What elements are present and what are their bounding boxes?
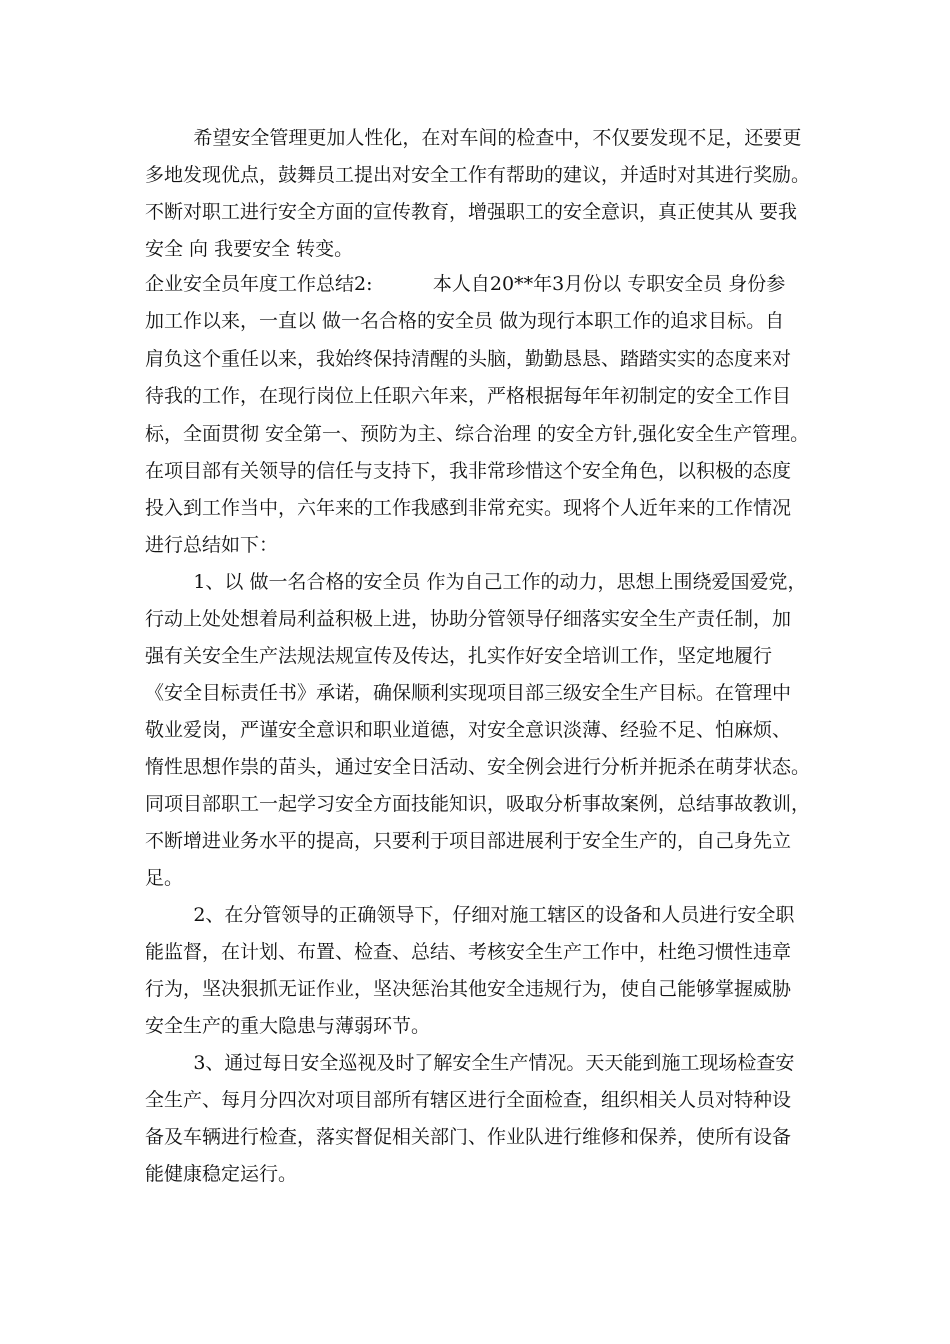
text-line: 备及车辆进行检查，落实督促相关部门、作业队进行维修和保养，使所有设备 bbox=[145, 1126, 792, 1148]
text-line: 能监督，在计划、布置、检查、总结、考核安全生产工作中，杜绝习惯性违章 bbox=[145, 941, 792, 963]
section-heading-line: 企业安全员年度工作总结2: 本人自20**年3月份以 专职安全员 身份参 bbox=[145, 273, 786, 295]
text-line: 进行总结如下： bbox=[145, 534, 279, 556]
text-line: 在项目部有关领导的信任与支持下，我非常珍惜这个安全角色，以积极的态度 bbox=[145, 460, 792, 482]
text-line: 肩负这个重任以来，我始终保持清醒的头脑，勤勤恳恳、踏踏实实的态度来对 bbox=[145, 348, 792, 370]
text-line: 安全生产的重大隐患与薄弱环节。 bbox=[145, 1015, 431, 1037]
text-line: 全生产、每月分四次对项目部所有辖区进行全面检查，组织相关人员对特种设 bbox=[145, 1089, 792, 1111]
text-line: 能健康稳定运行。 bbox=[145, 1163, 298, 1185]
text-line: 足。 bbox=[145, 867, 184, 889]
text-line: 敬业爱岗，严谨安全意识和职业道德，对安全意识淡薄、经验不足、怕麻烦、 bbox=[145, 719, 792, 741]
text-line: 安全 向 我要安全 转变。 bbox=[145, 238, 354, 260]
text-line: 不断对职工进行安全方面的宣传教育，增强职工的安全意识，真正使其从 要我 bbox=[145, 201, 798, 223]
text-line: 投入到工作当中，六年来的工作我感到非常充实。现将个人近年来的工作情况 bbox=[145, 497, 792, 519]
text-line: 不断增进业务水平的提高，只要利于项目部进展利于安全生产的，自己身先立 bbox=[145, 830, 792, 852]
text-line: 希望安全管理更加人性化，在对车间的检查中，不仅要发现不足，还要更 bbox=[145, 127, 802, 149]
text-line: 3、通过每日安全巡视及时了解安全生产情况。天天能到施工现场检查安 bbox=[145, 1052, 795, 1074]
text-line: 多地发现优点，鼓舞员工提出对安全工作有帮助的建议，并适时对其进行奖励。 bbox=[145, 164, 811, 186]
text-line: 2、在分管领导的正确领导下，仔细对施工辖区的设备和人员进行安全职 bbox=[145, 904, 795, 926]
text-line: 行动上处处想着局利益积极上进，协助分管领导仔细落实安全生产责任制，加 bbox=[145, 608, 792, 630]
text-line: 同项目部职工一起学习安全方面技能知识，吸取分析事故案例，总结事故教训， bbox=[145, 793, 811, 815]
text-line: 行为，坚决狠抓无证作业，坚决惩治其他安全违规行为，使自己能够掌握威胁 bbox=[145, 978, 792, 1000]
text-line: 标，全面贯彻 安全第一、预防为主、综合治理 的安全方针,强化安全生产管理。 bbox=[145, 423, 810, 445]
text-line: 强有关安全生产法规法规宣传及传达，扎实作好安全培训工作，坚定地履行 bbox=[145, 645, 773, 667]
text-line: 惰性思想作祟的苗头，通过安全日活动、安全例会进行分析并扼杀在萌芽状态。 bbox=[145, 756, 811, 778]
text-line: 加工作以来，一直以 做一名合格的安全员 做为现行本职工作的追求目标。自 bbox=[145, 310, 785, 332]
text-line: 1、以 做一名合格的安全员 作为自己工作的动力，思想上围绕爱国爱党， bbox=[145, 571, 807, 593]
text-line: 《安全目标责任书》承诺，确保顺利实现项目部三级安全生产目标。在管理中 bbox=[145, 682, 792, 704]
text-line: 待我的工作，在现行岗位上任职六年来，严格根据每年年初制定的安全工作目 bbox=[145, 385, 792, 407]
